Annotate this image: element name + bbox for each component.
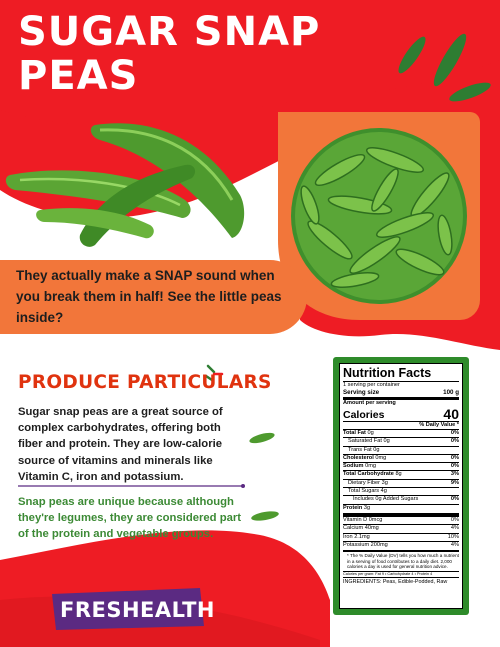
- nutrient-row: [343, 487, 459, 495]
- nutrient-row: [343, 437, 459, 445]
- nutrient-label: [343, 447, 380, 454]
- section-heading: PRODUCE PARTICULARS: [18, 372, 272, 393]
- nutrient-amount: 0g: [367, 430, 374, 436]
- nutrient-name: Trans Fat: [348, 446, 372, 453]
- nutrient-label: [343, 430, 374, 437]
- vitamin-row: [343, 524, 459, 532]
- nutrient-rows: [343, 429, 459, 512]
- nutrient-row: [343, 429, 459, 437]
- nutrient-row: [343, 462, 459, 470]
- nutrient-amount: 0g: [383, 438, 390, 445]
- title-line-2: PEAS: [18, 53, 139, 99]
- nutrient-label: [343, 455, 386, 462]
- nutrient-daily-value: 0%: [450, 496, 459, 503]
- callout-text: They actually make a SNAP sound when you break them in half! See the little peas inside?: [16, 268, 282, 325]
- nutrient-name: Total Fat: [343, 430, 366, 436]
- vitamin-daily-value: 0%: [450, 516, 459, 523]
- amount-per-serving: Amount per serving: [343, 400, 396, 406]
- intro-paragraph: Sugar snap peas are a great source of complex carbohydrates, offering both fiber and protein. They are low-calorie source of vitamins and minerals like Vitamin C, iron and potassium.: [18, 406, 223, 483]
- vitamin-label: Vitamin D 0mcg: [343, 516, 383, 523]
- nutrient-amount: 3g: [381, 479, 388, 486]
- servings-per-container: 1 serving per container: [343, 382, 400, 388]
- nutrition-facts-label: [339, 363, 463, 609]
- daily-value-footnote: * The % Daily Value (DV) tells you how much a nutrient in a serving of food contributes to a daily diet. 2,000 calories a day is used for general nutrition advice.: [343, 551, 459, 571]
- vitamin-rows: [343, 516, 459, 549]
- calories-value: 40: [443, 406, 459, 422]
- nutrient-name: Includes 0g Added Sugars: [353, 496, 419, 503]
- nutrient-amount: 3g: [363, 504, 371, 511]
- nutrient-row: [343, 454, 459, 462]
- nutrient-label: [343, 488, 387, 495]
- legume-paragraph: Snap peas are unique because although they're legumes, they are considered part of the protein and vegetable groups.: [18, 496, 242, 541]
- vitamin-label: Iron 2.1mg: [343, 533, 370, 540]
- nutrient-daily-value: 0%: [450, 454, 459, 461]
- serving-size-value: 100 g: [443, 389, 459, 396]
- nutrient-daily-value: 0%: [450, 430, 459, 436]
- nutrient-daily-value: 0%: [450, 438, 459, 445]
- pea-pile-image: [291, 128, 467, 304]
- vitamin-daily-value: 4%: [450, 541, 459, 548]
- nutrient-name: Protein: [343, 504, 363, 511]
- vitamin-row: [343, 533, 459, 541]
- nutrient-row: [343, 470, 459, 478]
- small-pea-pod-icons: [248, 431, 279, 523]
- nutrient-label: [343, 480, 388, 487]
- nutrient-daily-value: 0%: [450, 463, 459, 470]
- nutrient-daily-value: 3%: [450, 471, 459, 478]
- calories-row: [343, 407, 459, 421]
- nutrient-name: Saturated Fat: [348, 438, 382, 445]
- nutrient-label: [343, 496, 418, 503]
- serving-size-label: Serving size: [343, 389, 380, 396]
- nutrient-amount: 0mg: [365, 463, 376, 470]
- vitamin-label: Calcium 40mg: [343, 525, 379, 532]
- calories-per-gram: Calories per gram: Fat 9 • Carbohydrate 4 • Protein 4: [343, 571, 459, 577]
- nutrient-row: [343, 504, 459, 512]
- freshealth-logo: FRESHEALTH: [60, 598, 215, 622]
- vitamin-row: [343, 516, 459, 524]
- nutrient-amount: 0g: [373, 446, 380, 453]
- nutrient-label: [343, 438, 390, 445]
- vitamin-daily-value: 4%: [450, 525, 459, 532]
- nutrient-name: Total Sugars: [348, 488, 380, 495]
- nutrient-row: [343, 495, 459, 503]
- nutrient-label: [343, 505, 370, 512]
- ingredients: INGREDIENTS: Peas, Edible-Podded, Raw: [343, 577, 459, 586]
- vitamin-label: Potassium 200mg: [343, 541, 388, 548]
- nutrient-row: [343, 446, 459, 454]
- nutrient-label: [343, 463, 376, 470]
- calories-label: Calories: [343, 409, 385, 421]
- nutrient-name: Sodium: [343, 463, 364, 470]
- vitamin-daily-value: 10%: [447, 533, 459, 540]
- vitamin-row: [343, 541, 459, 549]
- title-line-1: SUGAR SNAP: [18, 9, 321, 55]
- serving-size-row: [343, 389, 459, 396]
- nutrient-label: [343, 471, 402, 478]
- nutrient-name: Total Carbohydrate: [343, 471, 394, 478]
- nutrient-row: [343, 479, 459, 487]
- nutrient-daily-value: 9%: [450, 479, 459, 486]
- nutrient-amount: 8g: [395, 471, 402, 478]
- nutrient-name: Dietary Fiber: [348, 479, 381, 486]
- nutrient-amount: 0mg: [375, 454, 387, 461]
- nutrition-title: Nutrition Facts: [343, 366, 459, 382]
- nutrient-amount: 4g: [380, 488, 387, 495]
- nutrient-name: Cholesterol: [343, 454, 374, 461]
- daily-value-header: % Daily Value *: [419, 422, 459, 428]
- page-title: [18, 10, 348, 98]
